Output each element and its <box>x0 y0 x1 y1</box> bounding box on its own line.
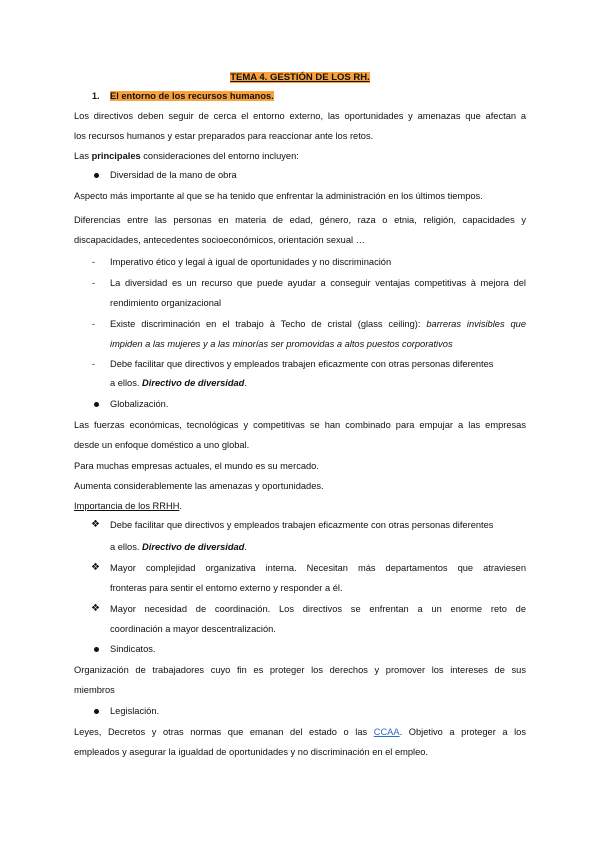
bullet-item: Diversidad de la mano de obra <box>110 170 237 180</box>
paragraph-line: Las fuerzas económicas, tecnológicas y competitivas se han combinado para empujar a las empresas <box>74 420 526 430</box>
diamond-item: Mayor complejidad organizativa interna. Necesitan más departamentos que atraviesen <box>110 563 526 573</box>
bullet-dot <box>94 705 99 717</box>
bullet-item: Legislación. <box>110 706 160 716</box>
dash-item: Existe discriminación en el trabajo à Techo de cristal (glass ceiling): barreras invisibles que <box>110 319 527 329</box>
paragraph-line: desde un enfoque doméstico a uno global. <box>74 440 250 450</box>
dash-marker: - <box>92 257 95 267</box>
bullet-dot <box>94 398 99 410</box>
diamond-bullet-icon: ❖ <box>91 603 100 614</box>
dash-marker: - <box>92 319 95 329</box>
diamond-item-cont: fronteras para sentir el entorno externo y responder a él. <box>110 583 343 593</box>
paragraph-line: Organización de trabajadores cuyo fin es proteger los derechos y promover los intereses de sus <box>74 665 526 675</box>
bullet-dot <box>94 169 99 181</box>
section-number: 1. <box>92 91 100 101</box>
dash-item: Imperativo ético y legal à igual de oportunidades y no discriminación <box>110 257 392 267</box>
dash-marker: - <box>92 359 95 369</box>
diamond-item: Debe facilitar que directivos y empleados trabajen eficazmente con otras personas diferentes <box>110 520 494 530</box>
dash-item: Debe facilitar que directivos y empleados trabajen eficazmente con otras personas diferentes <box>110 359 494 369</box>
bullet-item: Sindicatos. <box>110 644 156 654</box>
diamond-item: Mayor necesidad de coordinación. Los directivos se enfrentan a un enorme reto de <box>110 604 526 614</box>
paragraph-line: Leyes, Decretos y otras normas que emanan del estado o las CCAA. Objetivo a proteger a los <box>74 727 526 737</box>
diamond-bullet-icon: ❖ <box>91 562 100 573</box>
diamond-item-cont: coordinación a mayor descentralización. <box>110 624 276 634</box>
dash-item: La diversidad es un recurso que puede ayudar a conseguir ventajas competitivas à mejora del <box>110 278 526 288</box>
dash-item-cont: impiden a las mujeres y a las minorías ser promovidas a altos puestos corporativos <box>110 339 453 349</box>
paragraph-line: miembros <box>74 685 115 695</box>
paragraph-line: Diferencias entre las personas en materia de edad, género, raza o etnia, religión, capacidades y <box>74 215 526 225</box>
diamond-item-cont: a ellos. Directivo de diversidad. <box>110 542 247 552</box>
section-heading: El entorno de los recursos humanos. <box>110 91 274 101</box>
ccaa-link[interactable]: CCAA <box>373 727 400 737</box>
paragraph-line: Para muchas empresas actuales, el mundo es su mercado. <box>74 461 319 471</box>
dash-item-cont: rendimiento organizacional <box>110 298 222 308</box>
dash-item-cont: a ellos. Directivo de diversidad. <box>110 378 247 388</box>
paragraph-line: Aspecto más importante al que se ha tenido que enfrentar la administración en los últimos tiempos. <box>74 191 483 201</box>
paragraph-line: Aumenta considerablemente las amenazas y oportunidades. <box>74 481 324 491</box>
dash-marker: - <box>92 278 95 288</box>
bullet-item: Globalización. <box>110 399 169 409</box>
paragraph-line: empleados y asegurar la igualdad de oportunidades y no discriminación en el empleo. <box>74 747 429 757</box>
diamond-bullet-icon: ❖ <box>91 519 100 530</box>
importance-heading: Importancia de los RRHH. <box>74 501 182 511</box>
paragraph-line: Las principales consideraciones del entorno incluyen: <box>74 151 299 161</box>
document-title: TEMA 4. GESTIÓN DE LOS RH. <box>230 72 370 83</box>
paragraph-line: discapacidades, antecedentes socioeconómicos, orientación sexual … <box>74 235 365 245</box>
paragraph-line: Los directivos deben seguir de cerca el entorno externo, las oportunidades y amenazas que afectan a <box>74 111 526 121</box>
bullet-dot <box>94 643 99 655</box>
paragraph-line: los recursos humanos y estar preparados para reaccionar ante los retos. <box>74 131 374 141</box>
